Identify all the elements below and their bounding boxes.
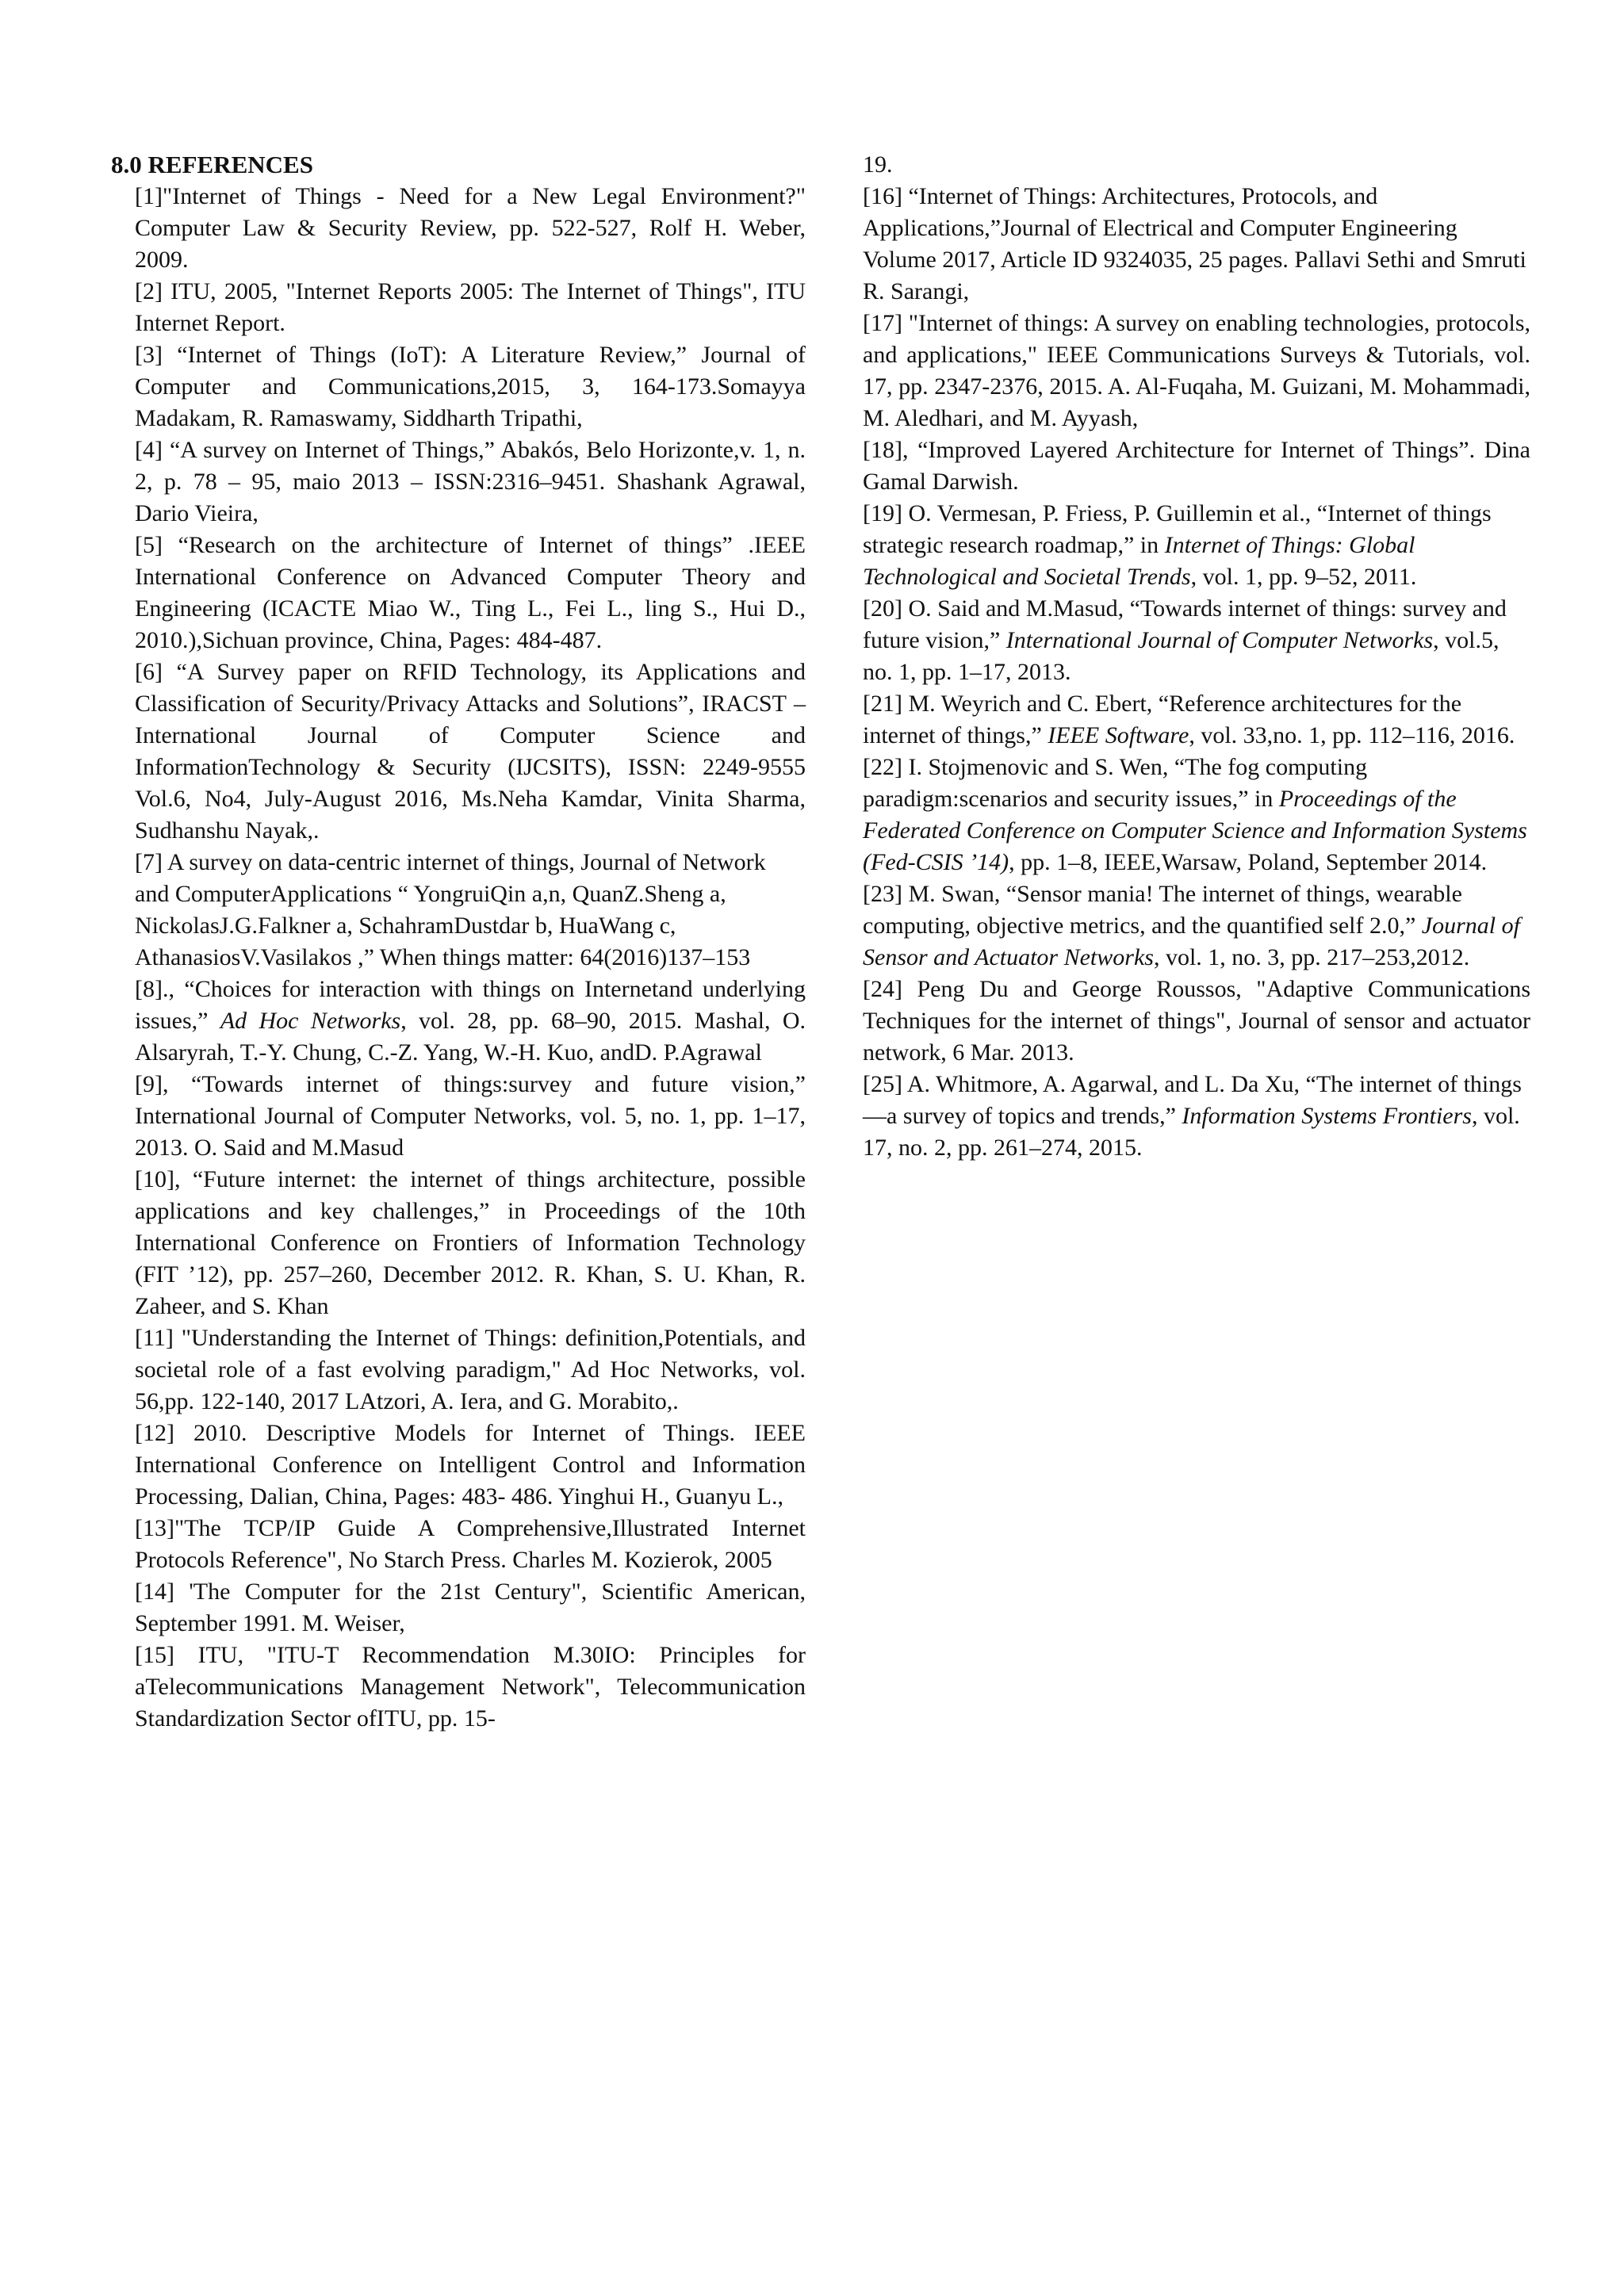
- reference-25: [25] A. Whitmore, A. Agarwal, and L. Da Xu, “The internet of things—a survey of topics and trends,” Information Systems Frontiers, vol. 17, no. 2, pp. 261–274, 2015.: [863, 1071, 1522, 1161]
- references-left-column: [135, 181, 806, 1735]
- reference-13: [13]"The TCP/IP Guide A Comprehensive,Illustrated Internet Protocols Reference", No Starch Press. Charles M. Kozierok, 2005: [135, 1515, 806, 1573]
- reference-5: [5] “Research on the architecture of Internet of things” .IEEE International Conference on Advanced Computer Theory and Engineering (ICACTE Miao W., Ting L., Fei L., ling S., Hui D., 2010.),Sichuan province, China, Pages: 484-487.: [135, 532, 806, 653]
- reference-11: [11] "Understanding the Internet of Things: definition,Potentials, and societal role of a fast evolving paradigm," Ad Hoc Networks, vol. 56,pp. 122-140, 2017 LAtzori, A. Iera, and G. Morabito,.: [135, 1325, 806, 1414]
- reference-6: [6] “A Survey paper on RFID Technology, its Applications and Classification of Security/Privacy Attacks and Solutions”, IRACST – International Journal of Computer Science and InformationTechnology & Security (IJCSITS), ISSN: 2249-9555 Vol.6, No4, July-August 2016, Ms.Neha Kamdar, Vinita Sharma, Sudhanshu Nayak,.: [135, 659, 806, 844]
- reference-8: [8]., “Choices for interaction with things on Internetand underlying issues,” Ad Hoc Networks, vol. 28, pp. 68–90, 2015. Mashal, O. Alsaryrah, T.-Y. Chung, C.-Z. Yang, W.-H. Kuo, andD. P.Agrawal: [135, 976, 806, 1066]
- reference-22: [22] I. Stojmenovic and S. Wen, “The fog computing paradigm:scenarios and security issues,” in Proceedings of the Federated Conference on Computer Science and Information Systems (Fed-CSIS ’14), pp. 1–8, IEEE,Warsaw, Poland, September 2014.: [863, 754, 1527, 875]
- reference-14: [14] 'The Computer for the 21st Century", Scientific American, September 1991. M. Weiser,: [135, 1578, 806, 1636]
- reference-15: [15] ITU, "ITU-T Recommendation M.30IO: Principles for aTelecommunications Management Network", Telecommunication Standardization Sector ofITU, pp. 15-: [135, 1642, 806, 1732]
- reference-3: [3] “Internet of Things (IoT): A Literature Review,” Journal of Computer and Communications,2015, 3, 164-173.Somayya Madakam, R. Ramaswamy, Siddharth Tripathi,: [135, 342, 806, 431]
- reference-20: [20] O. Said and M.Masud, “Towards internet of things: survey and future vision,” International Journal of Computer Networks, vol.5, no. 1, pp. 1–17, 2013.: [863, 595, 1507, 685]
- reference-18: [18], “Improved Layered Architecture for Internet of Things”. Dina Gamal Darwish.: [863, 437, 1530, 495]
- references-right-column: [863, 149, 1530, 1164]
- reference-10: [10], “Future internet: the internet of things architecture, possible applications and key challenges,” in Proceedings of the 10th International Conference on Frontiers of Information Technology (FIT ’12), pp. 257–260, December 2012. R. Khan, S. U. Khan, R. Zaheer, and S. Khan: [135, 1166, 806, 1319]
- reference-1: [1]"Internet of Things - Need for a New Legal Environment?" Computer Law & Security Review, pp. 522-527, Rolf H. Weber, 2009.: [135, 183, 806, 273]
- reference-23: [23] M. Swan, “Sensor mania! The internet of things, wearable computing, objective metrics, and the quantified self 2.0,” Journal of Sensor and Actuator Networks, vol. 1, no. 3, pp. 217–253,2012.: [863, 881, 1520, 970]
- reference-24: [24] Peng Du and George Roussos, "Adaptive Communications Techniques for the internet of things", Journal of sensor and actuator network, 6 Mar. 2013.: [863, 976, 1530, 1066]
- reference-16: [16] “Internet of Things: Architectures, Protocols, and Applications,”Journal of Electrical and Computer Engineering Volume 2017, Article ID 9324035, 25 pages. Pallavi Sethi and Smruti R. Sarangi,: [863, 183, 1526, 304]
- reference-9: [9], “Towards internet of things:survey and future vision,” International Journal of Computer Networks, vol. 5, no. 1, pp. 1–17, 2013. O. Said and M.Masud: [135, 1071, 806, 1161]
- reference-21: [21] M. Weyrich and C. Ebert, “Reference architectures for the internet of things,” IEEE Software, vol. 33,no. 1, pp. 112–116, 2016.: [863, 691, 1515, 748]
- reference-7: [7] A survey on data-centric internet of things, Journal of Network and ComputerApplications “ YongruiQin a,n, QuanZ.Sheng a, NickolasJ.G.Falkner a, SchahramDustdar b, HuaWang c, AthanasiosV.Vasilakos ,” When things matter: 64(2016)137–153: [135, 849, 766, 970]
- section-title: 8.0 REFERENCES: [111, 151, 313, 178]
- reference-12: [12] 2010. Descriptive Models for Internet of Things. IEEE International Conference on Intelligent Control and Information Processing, Dalian, China, Pages: 483- 486. Yinghui H., Guanyu L.,: [135, 1420, 806, 1510]
- reference-2: [2] ITU, 2005, "Internet Reports 2005: The Internet of Things", ITU Internet Report.: [135, 278, 806, 336]
- reference-4: [4] “A survey on Internet of Things,” Abakós, Belo Horizonte,v. 1, n. 2, p. 78 – 95, maio 2013 – ISSN:2316–9451. Shashank Agrawal, Dario Vieira,: [135, 437, 806, 526]
- reference-17: [17] "Internet of things: A survey on enabling technologies, protocols, and applications," IEEE Communications Surveys & Tutorials, vol. 17, pp. 2347-2376, 2015. A. Al-Fuqaha, M. Guizani, M. Mohammadi, M. Aledhari, and M. Ayyash,: [863, 310, 1530, 431]
- reference-19: [19] O. Vermesan, P. Friess, P. Guillemin et al., “Internet of things strategic research roadmap,” in Internet of Things: Global Technological and Societal Trends, vol. 1, pp. 9–52, 2011.: [863, 500, 1492, 590]
- reference-15-continued: 19.: [863, 151, 893, 178]
